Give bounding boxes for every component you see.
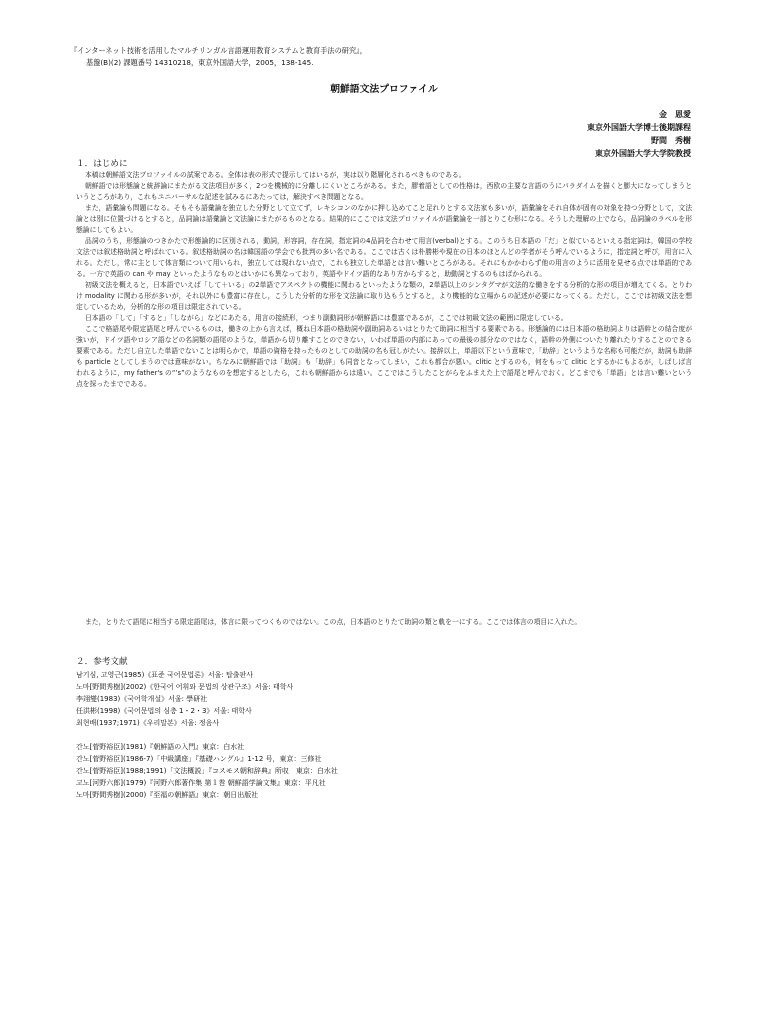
reference-item: 간노[菅野裕臣](1981)『朝鮮語の入門』東京：白水社 [76, 743, 245, 751]
section-heading-references: ２．参考文献 [76, 657, 128, 667]
reference-item: 任洪彬(1998)《국어문법의 심층 1・2・3》서울: 태학사 [76, 707, 252, 715]
paragraph: 初級文法を概えると，日本語でいえば「して＋いる」の2単語でアスペクトの機能に関わるといったような類の，2単語以上のシンタグマが文法的な働きをする分析的な形の項目が増えてくる。とりわけ modality に関わる形が多いが，それ以外にも豊富に存在し，こうした分析的な形を文法論に取り込もうとすると，より機能的な立場からの記述が必要になってくる。ただし，ここでは初級文法を想定しているため，分析的な形の項目は限定されている。 [76, 281, 692, 311]
section-heading-intro: １．はじめに [76, 159, 128, 169]
paragraph: また，とりたて語尾に相当する限定語尾は，体言に限ってつくものではない。この点，日本語のとりたて助詞の類と軌を一にする。ここでは体言の項目に入れた。 [85, 618, 582, 626]
intro-body [76, 170, 692, 390]
reference-item: 간노[菅野裕臣](1988;1991)「文法概説」『コスモス朝和辞典』所収 東京：白水社 [76, 767, 338, 775]
header-line-1: 『インターネット技術を活用したマルチリンガル言語運用教育システムと教育手法の研究』， [70, 46, 367, 55]
author-block [587, 108, 691, 160]
author-affiliation-2: 東京外国語大学大学院教授 [595, 149, 691, 158]
paper-title: 朝鮮語文法プロファイル [330, 84, 438, 95]
publication-header [70, 45, 690, 69]
reference-item: 노마[野間秀樹](2000)『至福の朝鮮語』東京：朝日出版社 [76, 791, 259, 799]
author-affiliation-1: 東京外国語大学博士後期課程 [587, 123, 691, 132]
paragraph: 日本語の「して」「すると」「しながら」などにあたる，用言の接続形，つまり副動詞形が朝鮮語には豊富であるが，ここでは初級文法の範囲に限定している。 [85, 314, 568, 322]
paragraph: また，語彙論も問題になる。そもそも語彙論を独立した分野として立てず，レキシコンのなかに押し込めてこと足れりとする文法家も多いが，語彙論をそれ自体が固有の対象を持つ分野として，文法論とは別に位置づけるとすると，品詞論は語彙論と文法論にまたがるものとなる。結果的にここでは文法プロファイルが語彙論を一部とりこむ形になる。そうした理解の上でなら，品詞論のラベルを形態論にしてもよい。 [76, 204, 692, 234]
reference-gap [76, 729, 338, 741]
reference-item: 남기심, 고영근(1985)《표준 국어문법론》서울: 탑출판사 [76, 671, 254, 679]
reference-list [76, 669, 338, 801]
paragraph: 品詞のうち，形態論のつきかたで形態論的に区別される，動詞，形容詞，存在詞，指定詞の4品詞を合わせて用言(verbal)とする。このうち日本語の「だ」と似ているといえる指定詞は，韓国の学校文法では叙述格助詞と呼ばれている。叙述格助詞の名は韓国語の学会でも批判の多い名である。ここでは古くは朴勝彬や現在の日本のほとんどの学者がそう呼んでいるように，指定詞と呼び，用言に入れる。ただし，常に主として体言類について用いられ，独立しては現れない点で，これも独立した単語とは言い難いところがある。それにもかかわらず他の用言のように活用を見せる点では単語的である。一方で英語の can や may といったようなものとはいかにも異なっており，英語やドイツ語的なあり方からすると，助動詞とするのもはばかられる。 [76, 237, 692, 278]
reference-item: 고노[河野六郎](1979)『河野六郎著作集 第１巻 朝鮮語学論文集』東京：平凡社 [76, 779, 326, 787]
paragraph: 本稿は朝鮮語文法プロファイルの試案である。全体は表の形式で提示してはいるが，実は以り階層化されるべきものである。 [85, 171, 466, 179]
reference-item: 李翊燮(1983)《국어학개설》서울: 學研社 [76, 695, 208, 703]
author-name-1: 金 恩愛 [659, 110, 691, 119]
header-line-2: 基盤(B)(2) 課題番号 14310218，東京外国語大学，2005，138-145. [86, 58, 314, 67]
reference-item: 노마[野間秀樹](2002)《한국어 어휘와 문법의 상관구조》서울: 태학사 [76, 683, 294, 691]
reference-item: 간노[菅野裕臣](1986-7)「中級講座」『基礎ハングル』1-12 号，東京：三修社 [76, 755, 322, 763]
trailing-body [76, 617, 692, 628]
author-name-2: 野間 秀樹 [651, 136, 691, 145]
paragraph: 朝鮮語では形態論と統辞論にまたがる文法項目が多く，2つを機械的に分離しにくいところがある。また，膠着語としての性格は，西欧の主要な言語のうにパラダイムを描くと膨大になってしまうというところがあり，これもユニバーサルな記述を試みるにあたっては，解決すべき問題となる。 [76, 182, 692, 201]
reference-item: 최현배(1937;1971)《우리말본》서울: 정음사 [76, 719, 220, 727]
paragraph: ここで格語尾や限定語尾と呼んでいるものは，働きの上から言えば，概ね日本語の格助詞や副助詞あるいはとりたて助詞に相当する要素である。形態論的には日本語の格助詞よりは語幹との結合度が強いが，ドイツ語やロシア語などの名詞類の語尾のような，単語から切り離すことのできない，いわば単語の内部にあっての最後の部分なのではなく，語幹の外側についたり離れたりすることのできる要素である。ただし自立した単語でないことは明らかで，単語の資格を持ったものとしての助詞の名も冠しがたい。接辞以上，単語以下という意味で，「助辞」というような名称も可能だが，助詞も助辞も particle としてしまうのでは意味がない。ちなみに朝鮮語では「助詞」も「助辞」も同音となってしまい，これも都合が悪い。clitic とするのも，何をもって clitic とするかにもよるが，しばしば言われるように，my father's の“’s”のようなものを想定するとしたら，これも朝鮮語からは遠い。ここではこうしたことがらをふまえた上で語尾と呼んでおく。どこまでも「単語」とは言い難いという点を採ったまでである。 [76, 325, 692, 388]
